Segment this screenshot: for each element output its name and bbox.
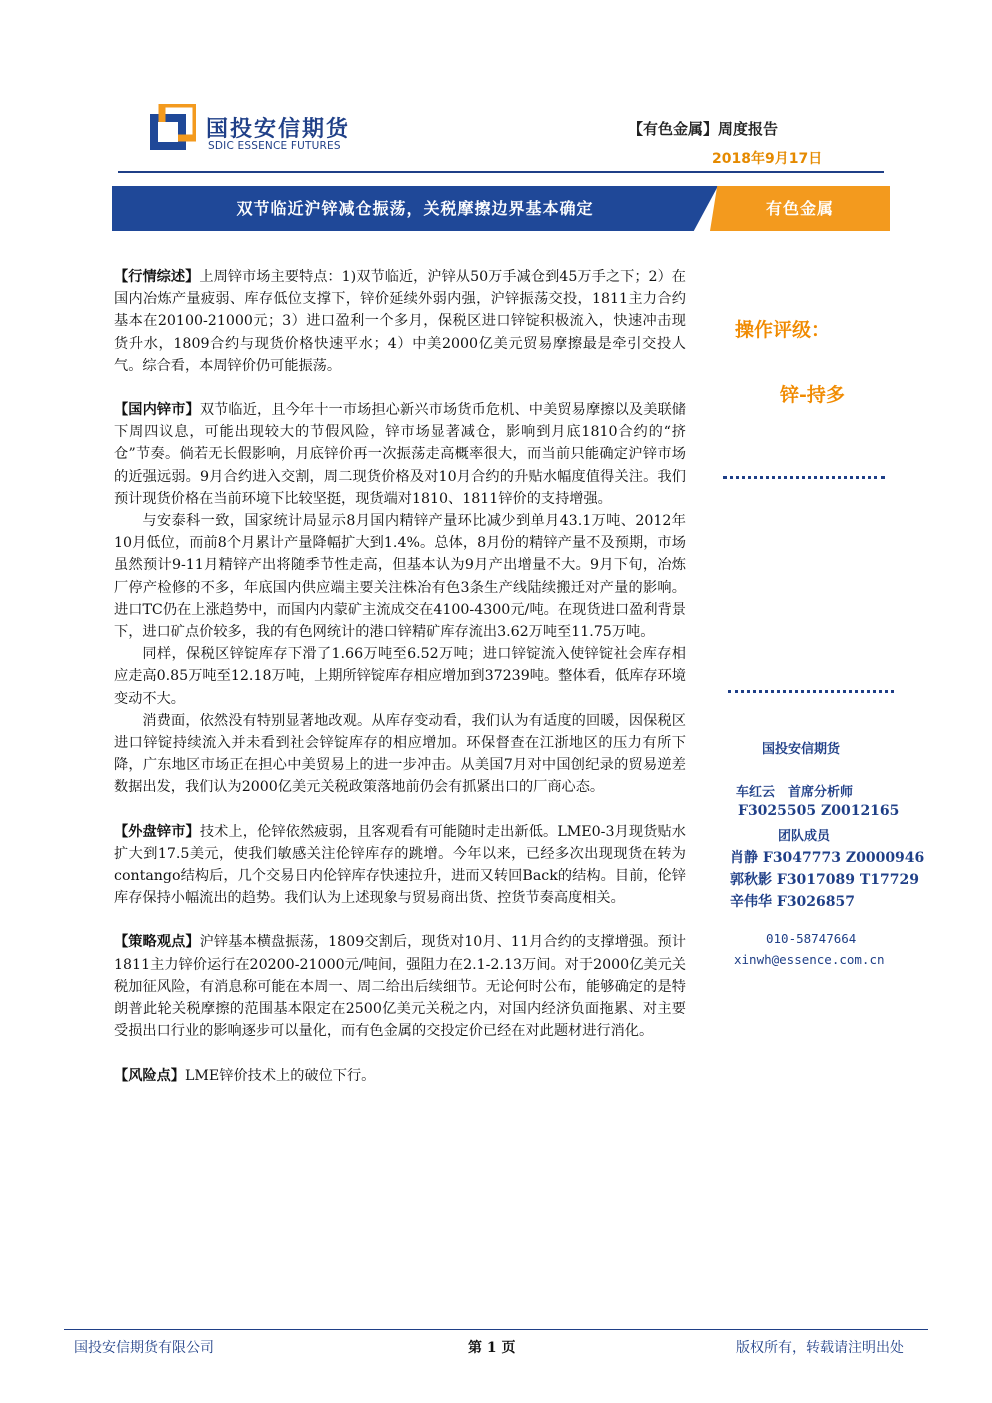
overseas-paragraph	[114, 821, 686, 910]
contact-email[interactable]: xinwh@essence.com.cn	[734, 952, 885, 967]
strategy-paragraph	[114, 931, 686, 1042]
strategy-text: 沪锌基本横盘振荡，1809交割后，现货对10月、11月合约的支撑增强。预计1811主力锌价运行在20200-21000元/吨间，强阻力在2.1-2.13万间。对于2000亿美元关税加征风险，有消息称可能在本周一、周二给出后续细节。无论何时公布，能够确定的是特朗普此轮关税摩擦的范围基本限定在2500亿美元关税之内，对国内经济负面拖累、对主要受损出口行业的影响逐步可以量化，而有色金属的交投定价已经在对此题材进行消化。	[114, 934, 686, 1040]
overseas-text: 技术上，伦锌依然疲弱，且客观看有可能随时走出新低。LME0-3月现货贴水扩大到17.5美元，使我们敏感关注伦锌库存的跳增。今年以来，已经多次出现现货在转为contango结构后，几个交易日内伦锌库存快速拉升，进而又转回Back的结构。目前，伦锌库存保持小幅流出的趋势。我们认为上述现象与贸易商出货、控货节奏高度相关。	[114, 823, 686, 907]
contact-phone: 010-58747664	[766, 931, 857, 946]
copyright-notice: 版权所有，转载请注明出处	[736, 1340, 904, 1356]
report-title: 双节临近沪锌减仓振荡，关税摩擦边界基本确定	[236, 199, 594, 218]
section-label-risk: 【风险点】	[114, 1067, 185, 1084]
section-label-strategy: 【策略观点】	[114, 934, 200, 951]
sidebar-divider-bottom	[728, 690, 894, 693]
risk-paragraph	[114, 1065, 686, 1087]
team-member: 肖静 F3047773 Z0000946	[730, 850, 925, 866]
company-name-en: SDIC ESSENCE FUTURES	[208, 140, 341, 152]
domestic-paragraph-supply: 与安泰科一致，国家统计局显示8月国内精锌产量环比减少到单月43.1万吨、2012年10月低位，而前8个月累计产量降幅扩大到1.4%。总体，8月份的精锌产量不及预期，市场虽然预计9-11月精锌产出将随季节性走高，但基本认为9月产出增量不大。9月下旬，冶炼厂停产检修的不多，年底国内供应端主要关注株冶有色3条生产线陆续搬迁对产量的影响。进口TC仍在上涨趋势中，而国内内蒙矿主流成交在4100-4300元/吨。在现货进口盈利背景下，进口矿点价较多，我的有色网统计的港口锌精矿库存流出3.62万吨至11.75万吨。	[114, 513, 686, 641]
team-label: 团队成员	[778, 829, 831, 844]
company-logo-icon	[150, 104, 196, 150]
section-label-market-summary: 【行情综述】	[114, 269, 200, 285]
header-divider	[118, 171, 884, 173]
rating-value: 锌-持多	[780, 384, 845, 406]
footer-company: 国投安信期货有限公司	[74, 1340, 214, 1356]
team-member: 辛伟华 F3026857	[730, 894, 856, 910]
domestic-paragraph-consumption: 消费面，依然没有特别显著地改观。从库存变动看，我们认为有适度的回暖，因保税区进口锌锭持续流入并未看到社会锌锭库存的相应增加。环保督查在江浙地区的压力有所下降，广东地区市场正在担心中美贸易上的进一步冲击。从美国7月对中国创纪录的贸易逆差数据出发，我们认为2000亿美元关税政策落地前仍会有抓紧出口的厂商心态。	[114, 712, 686, 796]
report-type: 【有色金属】周度报告	[628, 120, 779, 138]
section-label-overseas: 【外盘锌市】	[114, 823, 200, 840]
domestic-text: 双节临近，且今年十一市场担心新兴市场货币危机、中美贸易摩擦以及美联储下周四议息，可能出现较大的节假风险，锌市场显著减仓，影响到月底1810合约的“挤仓”节奏。倘若无长假影响，月底锌价再一次振荡走高概率很大，而当前只能确定沪锌市场的近强远弱。9月合约进入交割，周二现货价格及对10月合约的升贴水幅度值得关注。我们预计现货价格在当前环境下比较坚挺，现货端对1810、1811锌价的支持增强。	[114, 402, 686, 507]
sidebar-divider-top	[723, 476, 885, 479]
market-summary-text: 上周锌市场主要特点：1)双节临近，沪锌从50万手减仓到45万手之下；2）在国内冶炼产量疲弱、库存低位支撑下，锌价延续外弱内强，沪锌振荡交投，1811主力合约基本在20100-21000元；3）进口盈利一个多月，保税区进口锌锭积极流入，快速冲击现货升水，1809合约与现货价格快速平水；4）中美2000亿美元贸易摩擦最是牵引交投人气。综合看，本周锌价仍可能振荡。	[114, 269, 686, 374]
rating-label: 操作评级：	[735, 319, 831, 341]
page-number: 第 1 页	[468, 1340, 516, 1356]
category-tag: 有色金属	[765, 199, 834, 218]
risk-text: LME锌价技术上的破位下行。	[184, 1067, 376, 1084]
report-date: 2018年9月17日	[712, 151, 823, 167]
company-name-cn: 国投安信期货	[206, 117, 351, 142]
analyst-name: 车红云 首席分析师	[736, 785, 854, 800]
domestic-paragraph	[114, 399, 686, 510]
report-body	[114, 266, 686, 1087]
team-member: 郭秋影 F3017089 T17729	[730, 872, 919, 888]
domestic-paragraph-inventory: 同样，保税区锌锭库存下滑了1.66万吨至6.52万吨；进口锌锭流入使锌锭社会库存相应走高0.85万吨至12.18万吨，上期所锌锭库存相应增加到37239吨。整体看，低库存环境变动不大。	[114, 646, 686, 707]
sidebar-company: 国投安信期货	[762, 742, 841, 757]
section-label-domestic: 【国内锌市】	[114, 402, 200, 419]
analyst-ids: F3025505 Z0012165	[738, 803, 900, 819]
market-summary-paragraph	[114, 266, 686, 377]
footer-divider	[64, 1329, 928, 1330]
